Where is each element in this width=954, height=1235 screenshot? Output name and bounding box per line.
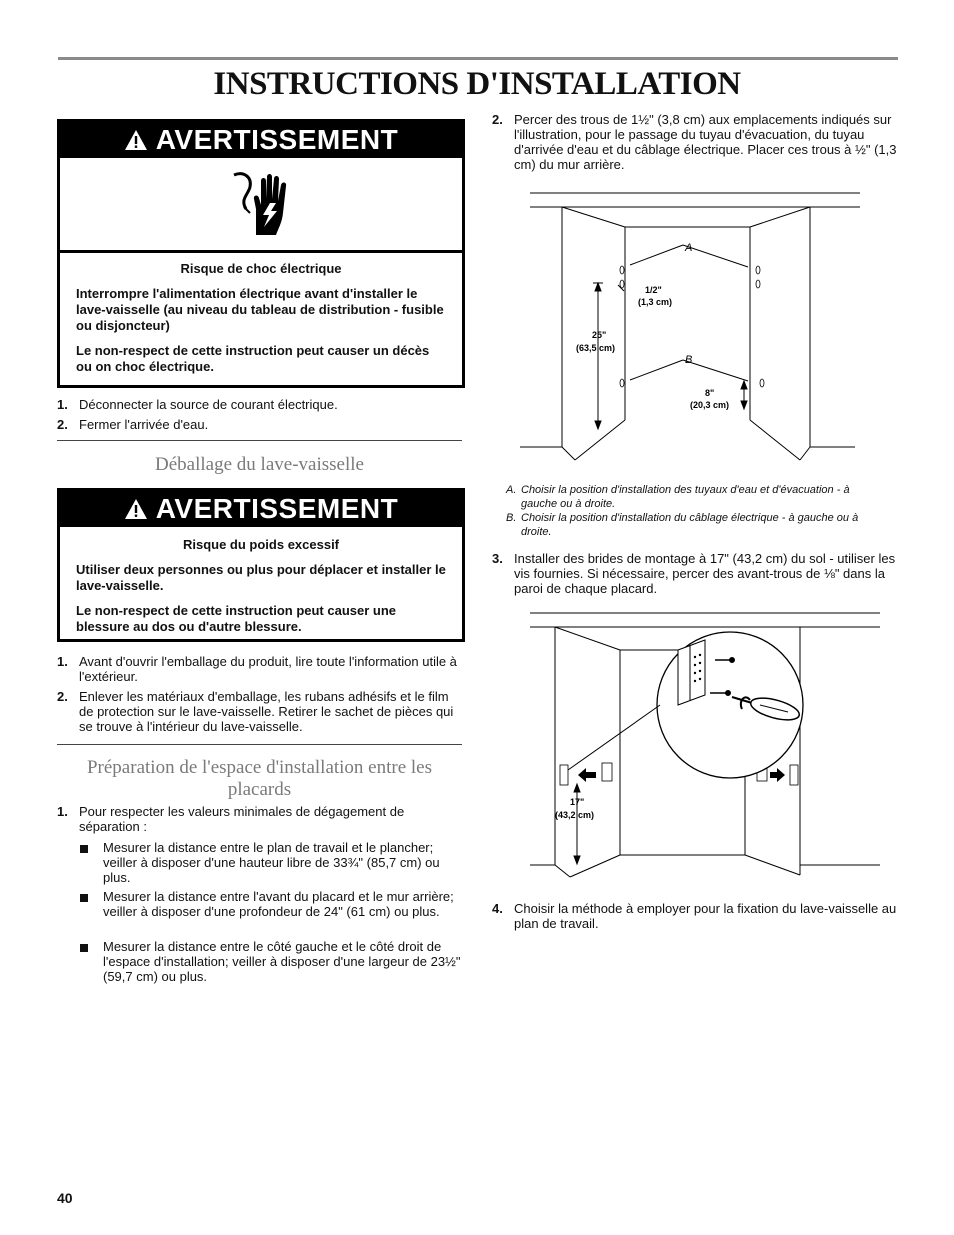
bullet-item: Mesurer la distance entre l'avant du placard et le mur arrière; veiller à disposer d'une profondeur de 24" (61 cm) ou plus.	[103, 889, 454, 919]
dim-17-in: 17"	[570, 797, 585, 807]
dim-17-cm: (43,2 cm)	[555, 810, 595, 820]
dim-8-in: 8"	[705, 388, 715, 398]
electric-shock-hand-icon	[230, 169, 292, 239]
warning-body	[60, 253, 462, 385]
warning-heading: Risque du poids excessif	[182, 537, 340, 552]
section-title-unpack: Déballage du lave-vaisselle	[155, 454, 364, 475]
mounting-bracket-diagram	[520, 605, 890, 890]
caption-b: B. Choisir la position d'installation du câblage électrique - à gauche ou à droite.	[506, 512, 859, 538]
page-number: 40	[57, 1190, 73, 1206]
list-item: 4. Choisir la méthode à employer pour la fixation du lave-vaisselle au plan de travail.	[492, 901, 897, 931]
dim-25-cm: (63,5 cm)	[576, 343, 616, 353]
warning-header-text: AVERTISSEMENT	[155, 124, 399, 155]
bullet-square-icon	[80, 845, 88, 853]
list-item: 2. Percer des trous de 1½" (3,8 cm) aux emplacements indiqués sur l'illustration, pour le passage du tuyau d'évacuation, du tuyau d'arrivée d'eau et du câblage électrique. Placer ces trous à ½" (1,3 cm) du mur arrière.	[492, 112, 897, 172]
warning-triangle-icon	[124, 498, 148, 520]
page-title: INSTRUCTIONS D'INSTALLATION	[213, 66, 741, 102]
top-rule	[58, 57, 898, 60]
warning-triangle-icon	[124, 129, 148, 151]
warning-header-text: AVERTISSEMENT	[155, 493, 399, 524]
warning-consequence: Le non-respect de cette instruction peut causer un décès ou on choc électrique.	[76, 343, 430, 374]
dim-8-cm: (20,3 cm)	[690, 400, 730, 410]
list-item: 1. Avant d'ouvrir l'emballage du produit, lire toute l'information utile à l'extérieur.	[57, 654, 457, 684]
warning-instruction: Utiliser deux personnes ou plus pour déplacer et installer le lave-vaisselle.	[76, 562, 446, 593]
section-title-prep: Préparation de l'espace d'installation entre les placards	[86, 757, 433, 800]
list-item: 3. Installer des brides de montage à 17" (43,2 cm) du sol - utiliser les vis fournies. Si nécessaire, percer des avant-trous de ⅛" dans la paroi de chaque placard.	[492, 551, 896, 596]
divider	[57, 440, 462, 441]
cabinet-holes-diagram	[500, 185, 880, 475]
warning-instruction: Interrompre l'alimentation électrique avant d'installer le lave-vaisselle (au niveau du tableau de distribution - fusible ou disjoncteur)	[76, 286, 444, 333]
label-a: A	[685, 242, 693, 254]
warning-consequence: Le non-respect de cette instruction peut causer une blessure au dos ou d'autre blessure.	[76, 603, 397, 634]
warning-icon-row	[60, 158, 462, 253]
warning-header	[60, 491, 462, 527]
divider	[57, 744, 462, 745]
bullet-square-icon	[80, 944, 88, 952]
bullet-item: Mesurer la distance entre le plan de travail et le plancher; veiller à disposer d'une hauteur libre de 33¾" (85,7 cm) ou plus.	[103, 840, 440, 885]
list-item: 1. Pour respecter les valeurs minimales de dégagement de séparation :	[57, 804, 405, 834]
warning-box-weight	[57, 488, 465, 642]
dim-half-cm: (1,3 cm)	[638, 297, 673, 307]
list-item: 2. Enlever les matériaux d'emballage, les rubans adhésifs et le film de protection sur le lave-vaisselle. Retirer le sachet de pièces qui se trouve à l'intérieur du lave-vaisselle.	[57, 689, 454, 734]
caption-a: A. Choisir la position d'installation des tuyaux d'eau et d'évacuation - à gauche ou à droite.	[506, 484, 850, 510]
bullet-square-icon	[80, 894, 88, 902]
warning-box-electric	[57, 119, 465, 388]
warning-heading: Risque de choc électrique	[180, 261, 342, 276]
label-b: B	[685, 354, 693, 366]
warning-body	[60, 527, 462, 645]
warning-header	[60, 122, 462, 158]
dim-half-in: 1/2"	[645, 285, 662, 295]
bullet-item: Mesurer la distance entre le côté gauche et le côté droit de l'espace d'installation; veiller à disposer d'une largeur de 23½" (59,7 cm) ou plus.	[103, 939, 461, 984]
dim-25-in: 25"	[592, 330, 607, 340]
